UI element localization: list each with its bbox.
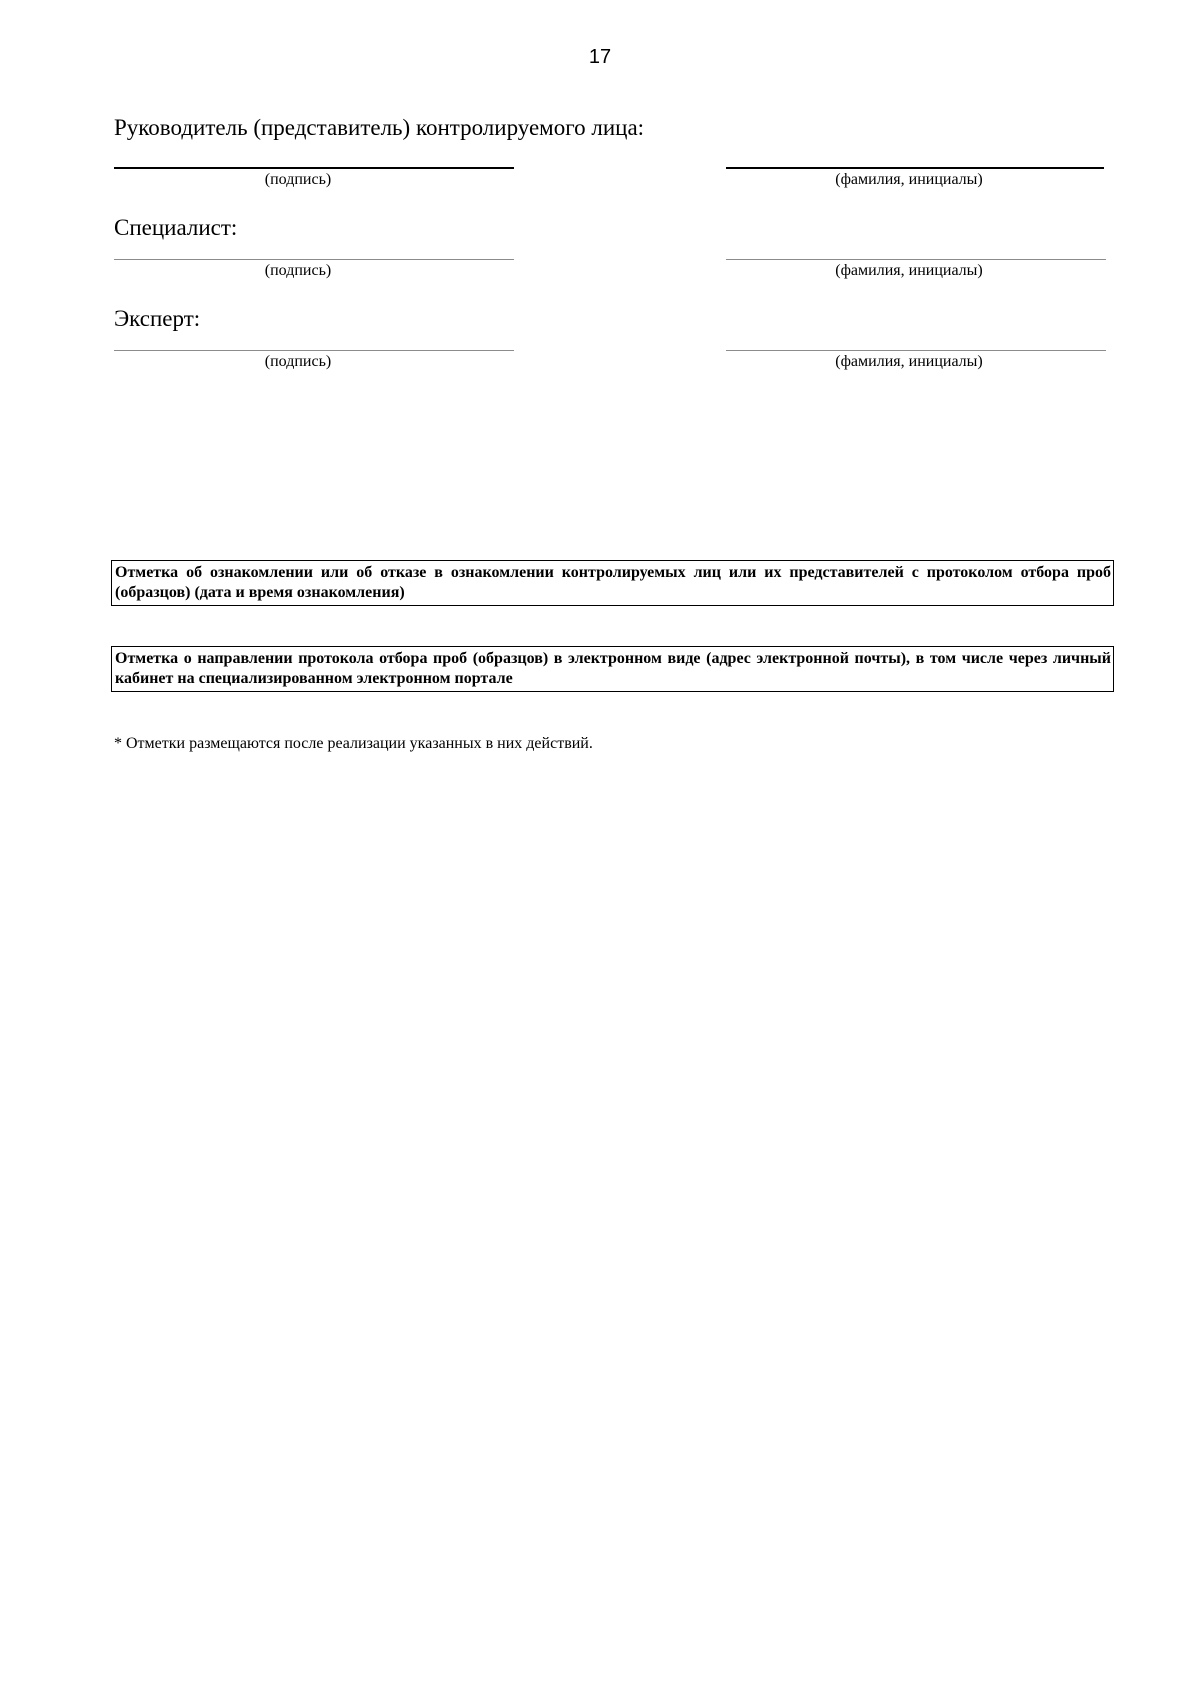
- signature-line: [114, 259, 514, 260]
- signature-caption: (подпись): [264, 262, 332, 279]
- signature-line: [114, 167, 514, 169]
- name-line: [726, 259, 1106, 260]
- page-number: 17: [588, 46, 612, 68]
- name-line: [726, 350, 1106, 351]
- footnote: * Отметки размещаются после реализации указанных в них действий.: [114, 735, 593, 752]
- acquaintance-note-box: Отметка об ознакомлении или об отказе в ознакомлении контролируемых лиц или их представителей с протоколом отбора проб (образцов) (дата и время ознакомления): [111, 560, 1114, 606]
- signature-role-manager: Руководитель (представитель) контролируемого лица:: [114, 115, 645, 140]
- signature-caption: (подпись): [264, 353, 332, 370]
- name-line: [726, 167, 1104, 169]
- signature-role-expert: Эксперт:: [114, 306, 201, 331]
- name-caption: (фамилия, инициалы): [835, 171, 983, 188]
- name-caption: (фамилия, инициалы): [835, 262, 983, 279]
- electronic-delivery-note-box: Отметка о направлении протокола отбора проб (образцов) в электронном виде (адрес электронной почты), в том числе через личный кабинет на специализированном электронном портале: [111, 646, 1114, 692]
- name-caption: (фамилия, инициалы): [835, 353, 983, 370]
- signature-caption: (подпись): [264, 171, 332, 188]
- signature-line: [114, 350, 514, 351]
- signature-role-specialist: Специалист:: [114, 215, 238, 240]
